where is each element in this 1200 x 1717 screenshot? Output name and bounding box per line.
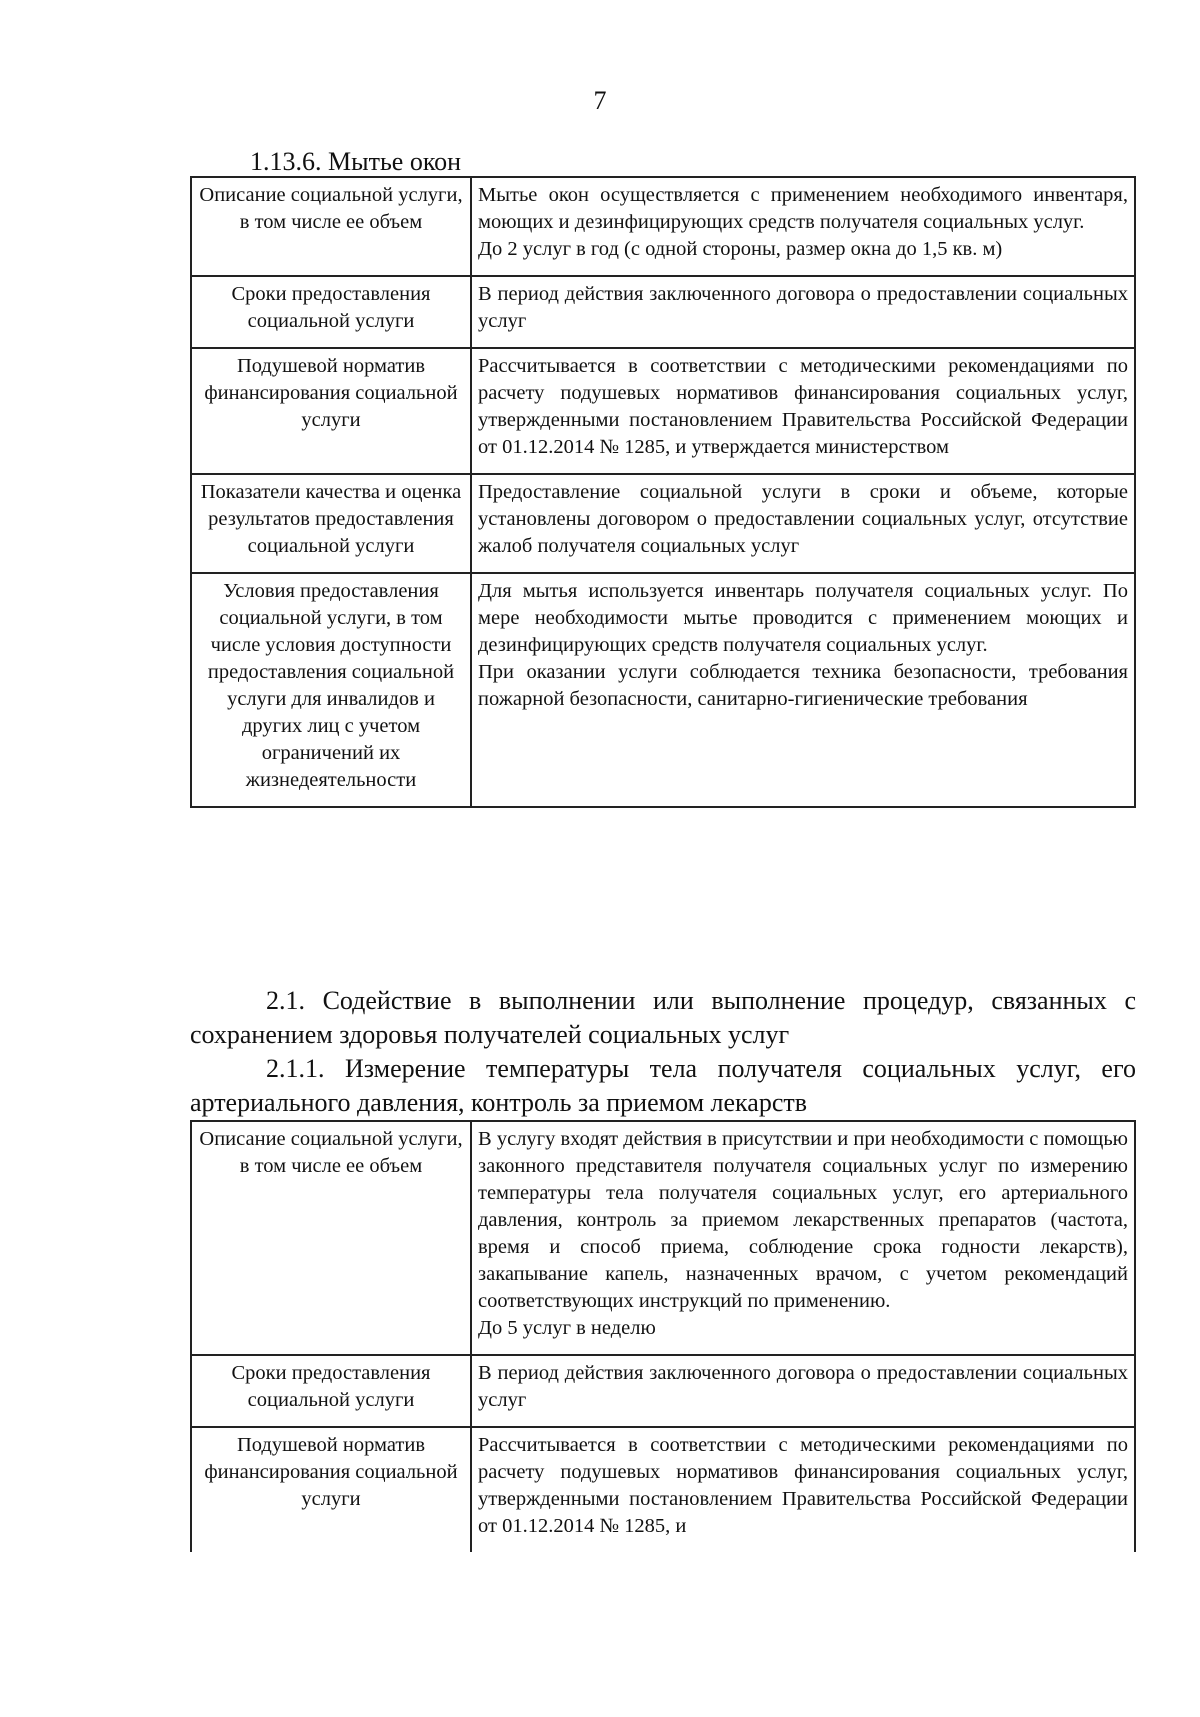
table-row [191, 177, 1135, 276]
row-label: Подушевой норматив финансирования социальной услуги [191, 348, 471, 474]
row-value [471, 1121, 1135, 1355]
section-heading-1-13-6: 1.13.6. Мытье окон [250, 147, 462, 176]
row-value [471, 573, 1135, 807]
row-label: Подушевой норматив финансирования социальной услуги [191, 1427, 471, 1552]
row-label: Показатели качества и оценка результатов предоставления социальной услуги [191, 474, 471, 573]
row-label: Сроки предоставления социальной услуги [191, 1355, 471, 1427]
row-value [471, 348, 1135, 474]
row-label: Условия предоставления социальной услуги, в том числе условия доступности предоставления социальной услуги для инвалидов и других лиц с учетом ограничений их жизнедеятельности [191, 573, 471, 807]
row-label: Описание социальной услуги, в том числе ее объем [191, 177, 471, 276]
value-line: До 2 услуг в год (с одной стороны, размер окна до 1,5 кв. м) [478, 238, 1003, 260]
table-row [191, 1427, 1135, 1552]
section-heading-2-1: 2.1. Содействие в выполнении или выполнение процедур, связанных с сохранением здоровья получателей социальных услуг [190, 986, 1136, 1049]
value-line: Рассчитывается в соответствии с методическими рекомендациями по расчету подушевых нормативов финансирования социальных услуг, утвержденными постановлением Правительства Российской Федерации от 01.12.2014 № 1285, и [478, 1434, 1128, 1537]
value-line: При оказании услуги соблюдается техника безопасности, требования пожарной безопасности, санитарно-гигиенические требования [478, 661, 1128, 710]
section-heading-2-1-1: 2.1.1. Измерение температуры тела получателя социальных услуг, его артериального давления, контроль за приемом лекарств [190, 1054, 1136, 1117]
value-line: Предоставление социальной услуги в сроки и объеме, которые установлены договором о предоставлении социальных услуг, отсутствие жалоб получателя социальных услуг [478, 481, 1128, 557]
table-row [191, 1355, 1135, 1427]
value-line: В услугу входят действия в присутствии и при необходимости с помощью законного представителя получателя социальных услуг по измерению температуры тела получателя социальных услуг, его артериального давления, контроль за приемом лекарственных препаратов (частота, время и способ приема, соблюдение срока годности лекарств), закапывание капель, назначенных врачом, с учетом рекомендаций соответствующих инструкций по применению. [478, 1128, 1128, 1312]
value-line: В период действия заключенного договора о предоставлении социальных услуг [478, 283, 1128, 332]
table-row [191, 276, 1135, 348]
service-table-window-washing [190, 176, 1136, 808]
page-number: 7 [593, 86, 607, 115]
row-value [471, 1355, 1135, 1427]
row-value [471, 177, 1135, 276]
row-value [471, 474, 1135, 573]
table-row [191, 1121, 1135, 1355]
value-line: В период действия заключенного договора о предоставлении социальных услуг [478, 1362, 1128, 1411]
table-row [191, 573, 1135, 807]
value-line: Мытье окон осуществляется с применением необходимого инвентаря, моющих и дезинфицирующих средств получателя социальных услуг. [478, 184, 1128, 233]
value-line: Для мытья используется инвентарь получателя социальных услуг. По мере необходимости мытье проводится с применением моющих и дезинфицирующих средств получателя социальных услуг. [478, 580, 1128, 656]
row-value [471, 1427, 1135, 1552]
table-row [191, 474, 1135, 573]
service-table-health-procedures [190, 1120, 1136, 1552]
table-row [191, 348, 1135, 474]
value-line: До 5 услуг в неделю [478, 1317, 656, 1339]
row-label: Сроки предоставления социальной услуги [191, 276, 471, 348]
row-label: Описание социальной услуги, в том числе ее объем [191, 1121, 471, 1355]
row-value [471, 276, 1135, 348]
value-line: Рассчитывается в соответствии с методическими рекомендациями по расчету подушевых нормативов финансирования социальных услуг, утвержденными постановлением Правительства Российской Федерации от 01.12.2014 № 1285, и утверждается министерством [478, 355, 1128, 458]
